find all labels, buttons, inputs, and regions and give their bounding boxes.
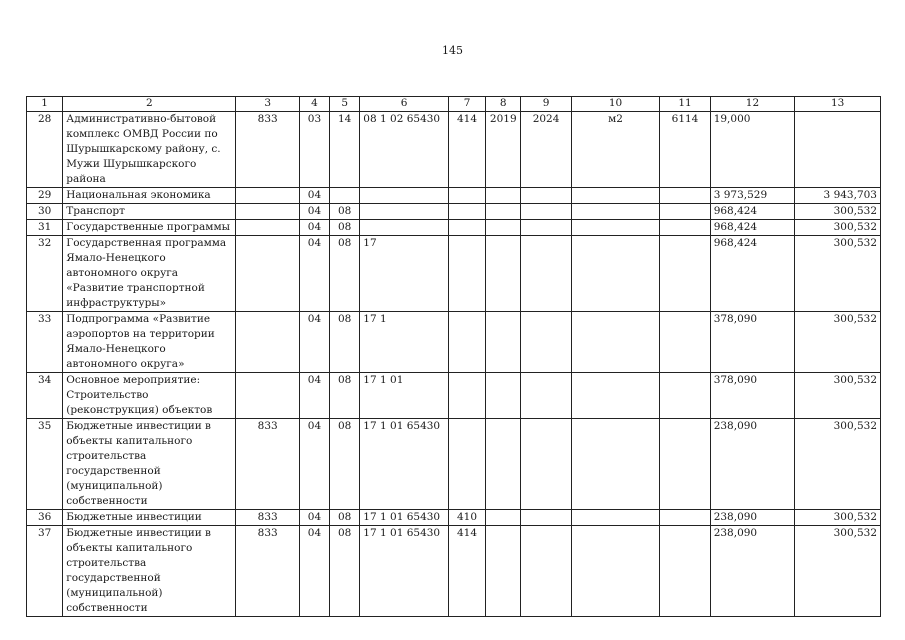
- item-name: Бюджетные инвестиции: [63, 510, 236, 526]
- start-year: [486, 373, 521, 419]
- target-article-code: [360, 204, 449, 220]
- budget-table: [26, 96, 881, 617]
- ministry-code: 833: [236, 526, 299, 617]
- unit: [571, 526, 660, 617]
- table-row: [27, 204, 881, 220]
- capacity: [660, 220, 710, 236]
- start-year: [486, 419, 521, 510]
- amount-col-12: 19,000: [710, 112, 795, 188]
- column-header: 6: [360, 97, 449, 112]
- unit: [571, 188, 660, 204]
- expense-type-code: [448, 373, 485, 419]
- row-number: 35: [27, 419, 63, 510]
- column-header: 7: [448, 97, 485, 112]
- target-article-code: 08 1 02 65430: [360, 112, 449, 188]
- end-year: [521, 312, 571, 373]
- ministry-code: 833: [236, 419, 299, 510]
- expense-type-code: [448, 220, 485, 236]
- unit: [571, 220, 660, 236]
- table-row: [27, 373, 881, 419]
- column-header: 3: [236, 97, 299, 112]
- unit: [571, 236, 660, 312]
- column-header: 5: [330, 97, 360, 112]
- table-row: [27, 112, 881, 188]
- capacity: [660, 188, 710, 204]
- expense-type-code: [448, 419, 485, 510]
- unit: [571, 510, 660, 526]
- column-header: 12: [710, 97, 795, 112]
- section-code: 04: [299, 312, 329, 373]
- end-year: [521, 510, 571, 526]
- table-row: [27, 510, 881, 526]
- section-code: 04: [299, 373, 329, 419]
- expense-type-code: [448, 204, 485, 220]
- start-year: [486, 188, 521, 204]
- target-article-code: [360, 220, 449, 236]
- section-code: 04: [299, 236, 329, 312]
- unit: [571, 204, 660, 220]
- unit: [571, 419, 660, 510]
- subsection-code: 14: [330, 112, 360, 188]
- start-year: [486, 510, 521, 526]
- table-row: [27, 220, 881, 236]
- ministry-code: [236, 312, 299, 373]
- end-year: [521, 220, 571, 236]
- capacity: [660, 419, 710, 510]
- target-article-code: 17 1 01 65430: [360, 510, 449, 526]
- capacity: [660, 312, 710, 373]
- amount-col-12: 968,424: [710, 204, 795, 220]
- row-number: 28: [27, 112, 63, 188]
- amount-col-13: 300,532: [795, 419, 881, 510]
- start-year: [486, 204, 521, 220]
- column-header: 13: [795, 97, 881, 112]
- subsection-code: 08: [330, 312, 360, 373]
- target-article-code: 17 1: [360, 312, 449, 373]
- expense-type-code: 410: [448, 510, 485, 526]
- row-number: 36: [27, 510, 63, 526]
- column-header: 1: [27, 97, 63, 112]
- end-year: [521, 236, 571, 312]
- table-row: [27, 236, 881, 312]
- column-header: 4: [299, 97, 329, 112]
- amount-col-13: 300,532: [795, 312, 881, 373]
- table-row: [27, 419, 881, 510]
- item-name: Бюджетные инвестиции в объекты капитального строительства государственной (муниципальной) собственности: [63, 419, 236, 510]
- column-header: 10: [571, 97, 660, 112]
- end-year: 2024: [521, 112, 571, 188]
- ministry-code: [236, 236, 299, 312]
- page-number: 145: [442, 44, 463, 57]
- subsection-code: 08: [330, 419, 360, 510]
- amount-col-13: 300,532: [795, 236, 881, 312]
- item-name: Национальная экономика: [63, 188, 236, 204]
- capacity: [660, 204, 710, 220]
- item-name: Государственные программы: [63, 220, 236, 236]
- amount-col-13: 3 943,703: [795, 188, 881, 204]
- subsection-code: 08: [330, 220, 360, 236]
- ministry-code: [236, 204, 299, 220]
- expense-type-code: [448, 188, 485, 204]
- section-code: 04: [299, 188, 329, 204]
- item-name: Административно-бытовой комплекс ОМВД России по Шурышкарскому району, с. Мужи Шурышкарского района: [63, 112, 236, 188]
- unit: м2: [571, 112, 660, 188]
- row-number: 30: [27, 204, 63, 220]
- ministry-code: 833: [236, 510, 299, 526]
- amount-col-12: 968,424: [710, 220, 795, 236]
- expense-type-code: 414: [448, 112, 485, 188]
- item-name: Подпрограмма «Развитие аэропортов на территории Ямало-Ненецкого автономного округа»: [63, 312, 236, 373]
- subsection-code: 08: [330, 204, 360, 220]
- target-article-code: 17 1 01 65430: [360, 526, 449, 617]
- subsection-code: [330, 188, 360, 204]
- item-name: Государственная программа Ямало-Ненецкого автономного округа «Развитие транспортной инфраструктуры»: [63, 236, 236, 312]
- row-number: 33: [27, 312, 63, 373]
- target-article-code: 17 1 01: [360, 373, 449, 419]
- amount-col-12: 3 973,529: [710, 188, 795, 204]
- column-header: 8: [486, 97, 521, 112]
- section-code: 04: [299, 419, 329, 510]
- table-row: [27, 188, 881, 204]
- row-number: 37: [27, 526, 63, 617]
- section-code: 03: [299, 112, 329, 188]
- column-header: 11: [660, 97, 710, 112]
- amount-col-13: [795, 112, 881, 188]
- table-row: [27, 526, 881, 617]
- unit: [571, 373, 660, 419]
- capacity: [660, 526, 710, 617]
- amount-col-13: 300,532: [795, 526, 881, 617]
- amount-col-12: 378,090: [710, 312, 795, 373]
- end-year: [521, 204, 571, 220]
- item-name: Транспорт: [63, 204, 236, 220]
- end-year: [521, 526, 571, 617]
- row-number: 29: [27, 188, 63, 204]
- subsection-code: 08: [330, 236, 360, 312]
- amount-col-13: 300,532: [795, 204, 881, 220]
- capacity: 6114: [660, 112, 710, 188]
- start-year: [486, 526, 521, 617]
- item-name: Бюджетные инвестиции в объекты капитального строительства государственной (муниципальной) собственности: [63, 526, 236, 617]
- expense-type-code: [448, 236, 485, 312]
- table-row: [27, 312, 881, 373]
- row-number: 31: [27, 220, 63, 236]
- subsection-code: 08: [330, 510, 360, 526]
- unit: [571, 312, 660, 373]
- target-article-code: 17 1 01 65430: [360, 419, 449, 510]
- section-code: 04: [299, 220, 329, 236]
- amount-col-12: 238,090: [710, 419, 795, 510]
- table-header-row: [27, 97, 881, 112]
- end-year: [521, 188, 571, 204]
- start-year: [486, 220, 521, 236]
- subsection-code: 08: [330, 373, 360, 419]
- amount-col-13: 300,532: [795, 510, 881, 526]
- subsection-code: 08: [330, 526, 360, 617]
- target-article-code: 17: [360, 236, 449, 312]
- start-year: 2019: [486, 112, 521, 188]
- amount-col-12: 238,090: [710, 510, 795, 526]
- amount-col-12: 378,090: [710, 373, 795, 419]
- expense-type-code: [448, 312, 485, 373]
- ministry-code: [236, 220, 299, 236]
- section-code: 04: [299, 526, 329, 617]
- column-header: 9: [521, 97, 571, 112]
- start-year: [486, 236, 521, 312]
- item-name: Основное мероприятие: Строительство (реконструкция) объектов: [63, 373, 236, 419]
- section-code: 04: [299, 510, 329, 526]
- amount-col-13: 300,532: [795, 220, 881, 236]
- section-code: 04: [299, 204, 329, 220]
- row-number: 34: [27, 373, 63, 419]
- ministry-code: 833: [236, 112, 299, 188]
- ministry-code: [236, 188, 299, 204]
- row-number: 32: [27, 236, 63, 312]
- capacity: [660, 236, 710, 312]
- ministry-code: [236, 373, 299, 419]
- end-year: [521, 419, 571, 510]
- amount-col-12: 968,424: [710, 236, 795, 312]
- end-year: [521, 373, 571, 419]
- target-article-code: [360, 188, 449, 204]
- capacity: [660, 510, 710, 526]
- expense-type-code: 414: [448, 526, 485, 617]
- amount-col-12: 238,090: [710, 526, 795, 617]
- start-year: [486, 312, 521, 373]
- capacity: [660, 373, 710, 419]
- column-header: 2: [63, 97, 236, 112]
- amount-col-13: 300,532: [795, 373, 881, 419]
